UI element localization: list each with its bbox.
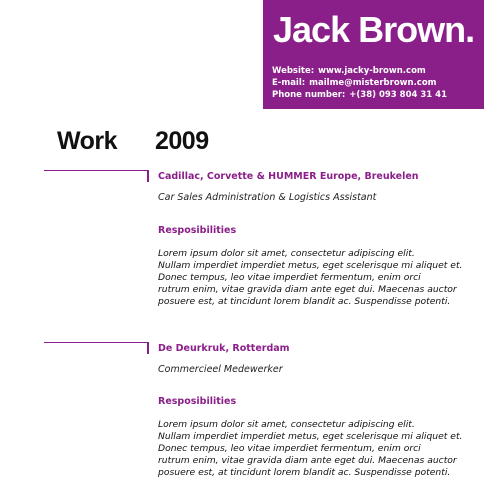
job-1-company: Cadillac, Corvette & HUMMER Europe, Breukelen [158,171,419,182]
job-2-description [158,419,463,479]
website-label: Website: [272,66,315,76]
job-1-tick [147,170,149,182]
job-1-desc-line: Lorem ipsum dolor sit amet, consectetur adipiscing elit. [158,248,415,259]
website-link[interactable]: www.jacky-brown.com [318,66,426,76]
job-1-desc-line: posuere est, at tincidunt lorem blandit ac. Suspendisse potenti. [158,296,451,307]
job-2-rule [44,342,149,343]
email-link[interactable]: mailme@misterbrown.com [309,78,437,88]
job-1-description [158,248,463,308]
job-1-resp-label: Resposibilities [158,225,237,236]
phone-number: +(38) 093 804 31 41 [349,90,447,100]
job-1-rule [44,170,149,171]
job-1-desc-line: Nullam imperdiet imperdiet metus, eget scelerisque mi aliquet et. [158,260,463,271]
phone-label: Phone number: [272,90,346,100]
section-year: 2009 [155,127,209,155]
job-2-resp-label: Resposibilities [158,396,237,407]
job-2-desc-line: Donec tempus, leo vitae imperdiet fermentum, enim orci [158,443,421,454]
job-2-desc-line: Lorem ipsum dolor sit amet, consectetur adipiscing elit. [158,419,415,430]
job-1-desc-line: Donec tempus, leo vitae imperdiet fermentum, enim orci [158,272,421,283]
job-2-desc-line: Nullam imperdiet imperdiet metus, eget scelerisque mi aliquet et. [158,431,463,442]
section-title: Work [57,127,118,155]
email-label: E-mail: [272,78,306,88]
job-2-role: Commercieel Medewerker [158,364,283,375]
job-2-company: De Deurkruk, Rotterdam [158,343,290,354]
job-1-desc-line: rutrum enim, vitae gravida diam ante eget dui. Maecenas auctor [158,284,457,295]
job-2-desc-line: posuere est, at tincidunt lorem blandit ac. Suspendisse potenti. [158,467,451,478]
website-line [272,66,426,77]
job-2-tick [147,342,149,354]
person-name: Jack Brown. [273,9,475,50]
email-line [272,78,437,89]
job-2-desc-line: rutrum enim, vitae gravida diam ante eget dui. Maecenas auctor [158,455,457,466]
header-box [263,0,484,109]
phone-line [272,90,447,101]
job-1-role: Car Sales Administration & Logistics Assistant [158,192,377,203]
